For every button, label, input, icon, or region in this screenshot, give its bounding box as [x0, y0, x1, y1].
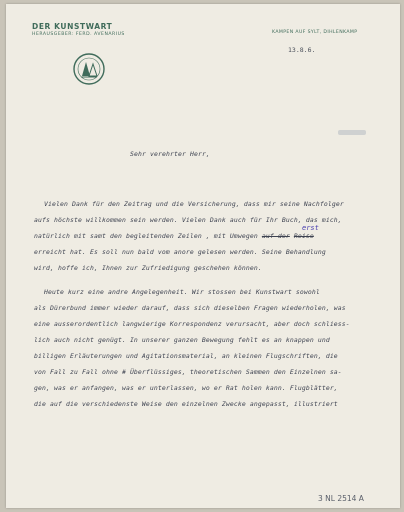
letterhead-subtitle: HERAUSGEBER: FERD. AVENARIUS — [32, 32, 125, 37]
paragraph-2-line-5: billigen Erläuterungen und Agitationsmaterial, an kleinen Flugschriften, die — [34, 352, 338, 360]
paragraph-2-line-4: lich auch nicht genügt. In unserer ganzen Bewegung fehlt es an knappen und — [34, 336, 330, 344]
letterhead — [32, 22, 125, 37]
paragraph-1-line-1: Vielen Dank für den Zeitrag und die Versicherung, dass mir seine Nachfolger — [44, 200, 344, 208]
handwritten-insert: erst — [302, 224, 319, 232]
paragraph-1-line-5: wird, hoffe ich, Ihnen zur Zufriedigung geschehen können. — [34, 264, 262, 272]
paragraph-2-line-8: die auf die verschiedenste Weise den einzelnen Zwecke angepasst, illustriert — [34, 400, 338, 408]
paragraph-2-line-6: von Fall zu Fall ohne # Überflüssiges, theoretischen Sammen den Einzelnen sa- — [34, 368, 342, 376]
pencil-mark — [338, 130, 366, 135]
paragraph-2-line-1: Heute kurz eine andre Angelegenheit. Wir stossen bei Kunstwart sowohl — [44, 288, 320, 296]
paragraph-1-line-3-text: natürlich mit samt den begleitenden Zeilen , mit Umwegen auf der Reise — [34, 232, 314, 240]
letter-date: 13.8.6. — [288, 46, 316, 54]
paragraph-1-line-3 — [34, 232, 314, 240]
letterhead-title: DER KUNSTWART — [32, 22, 113, 31]
paragraph-2-line-2: als Dürerbund immer wieder darauf, dass sich dieselben Fragen wiederholen, was — [34, 304, 346, 312]
paragraph-2-line-7: gen, was er anfangen, was er unterlassen, wo er Rat holen kann. Flugblätter, — [34, 384, 338, 392]
letterhead-address: KAMPEN AUF SYLT, DIHLENKAMP — [272, 30, 358, 35]
paragraph-2-line-3: eine ausserordentlich langwierige Korrespondenz verursacht, aber doch schliess- — [34, 320, 350, 328]
archive-number: 3 NL 2514 A — [318, 494, 364, 503]
paragraph-1-line-4: erreicht hat. Es soll nun bald vom anore gelesen werden. Seine Behandlung — [34, 248, 326, 256]
letter-page — [6, 4, 400, 508]
paragraph-1-line-2: aufs höchste willkommen sein werden. Vielen Dank auch für Ihr Buch, das mich, — [34, 216, 342, 224]
kunstwart-logo — [72, 52, 106, 86]
salutation: Sehr verehrter Herr, — [130, 150, 210, 158]
